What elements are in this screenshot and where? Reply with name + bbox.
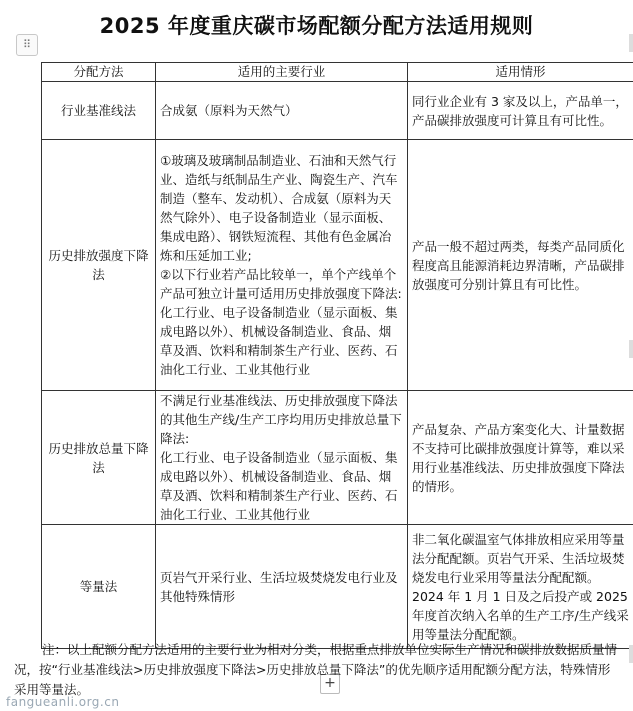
- header-scope: 适用情形: [408, 63, 633, 82]
- industry-cell: [156, 525, 408, 649]
- header-industry: 适用的主要行业: [156, 63, 408, 82]
- scope-cell: 同行业企业有 3 家及以上，产品单一，产品碳排放强度可计算且有可比性。: [408, 82, 633, 140]
- table-row: [42, 82, 633, 140]
- industry-line: 化工行业、电子设备制造业（显示面板、集成电路以外）、机械设备制造业、食品、烟草及酒、饮料和精制茶生产行业、医药、石油化工行业、工业其他行业: [160, 305, 398, 377]
- page-title: 2025 年度重庆碳市场配额分配方法适用规则: [99, 14, 534, 38]
- footnote: 注：以上配额分配方法适用的主要行业为相对分类，根据重点排放单位实际生产情况和碳排放数据质量情况，按“行业基准线法>历史排放强度下降法>历史排放总量下降法”的优先顺序适用配额分配方法，特殊情形采用等量法。: [14, 642, 618, 697]
- table-row: [42, 525, 633, 649]
- scroll-handle[interactable]: [629, 340, 633, 358]
- industry-line: 合成氨（原料为天然气）: [160, 103, 298, 118]
- drag-handle-icon[interactable]: ⠿: [16, 34, 38, 56]
- industry-line: ①玻璃及玻璃制品制造业、石油和天然气行业、造纸与纸制品生产业、陶瓷生产、汽车制造（整车、发动机）、合成氨（原料为天然气除外）、电子设备制造业（显示面板、集成电路）、钢铁短流程、其他有色金属冶炼和压延加工业;: [160, 153, 398, 263]
- table-row: [42, 391, 633, 525]
- industry-cell: [156, 140, 408, 391]
- allocation-table: [41, 62, 633, 649]
- watermark-text: fangueanli.org.cn: [6, 695, 120, 709]
- scroll-handle[interactable]: [629, 34, 633, 52]
- method-cell: 历史排放强度下降法: [42, 140, 156, 391]
- header-method: 分配方法: [42, 63, 156, 82]
- scope-cell: 产品复杂、产品方案变化大、计量数据不支持可比碳排放强度计算等，难以采用行业基准线法、历史排放强度下降法的情形。: [408, 391, 633, 525]
- industry-line: 不满足行业基准线法、历史排放强度下降法的其他生产线/生产工序均用历史排放总量下降法:: [160, 393, 402, 446]
- method-cell: 等量法: [42, 525, 156, 649]
- industry-line: ②以下行业若产品比较单一，单个产线单个产品可独立计量可适用历史排放强度下降法:: [160, 267, 402, 301]
- method-cell: 历史排放总量下降法: [42, 391, 156, 525]
- scope-cell: 产品一般不超过两类，每类产品同质化程度高且能源消耗边界清晰，产品碳排放强度可分别计算且有可比性。: [408, 140, 633, 391]
- scope-cell: 非二氧化碳温室气体排放相应采用等量法分配配额。页岩气开采、生活垃圾焚烧发电行业采用等量法分配配额。2024 年 1 月 1 日及之后投产或 2025 年度首次纳入名单的生产工序/生产线采用等量法分配配额。: [408, 525, 633, 649]
- scroll-handle[interactable]: [629, 645, 633, 663]
- industry-cell: [156, 391, 408, 525]
- add-row-button[interactable]: +: [320, 674, 340, 694]
- industry-line: 页岩气开采行业、生活垃圾焚烧发电行业及其他特殊情形: [160, 569, 398, 604]
- table-row: [42, 140, 633, 391]
- industry-cell: [156, 82, 408, 140]
- industry-line: 化工行业、电子设备制造业（显示面板、集成电路以外）、机械设备制造业、食品、烟草及酒、饮料和精制茶生产行业、医药、石油化工行业、工业其他行业: [160, 450, 398, 522]
- table-header-row: [42, 63, 633, 82]
- method-cell: 行业基准线法: [42, 82, 156, 140]
